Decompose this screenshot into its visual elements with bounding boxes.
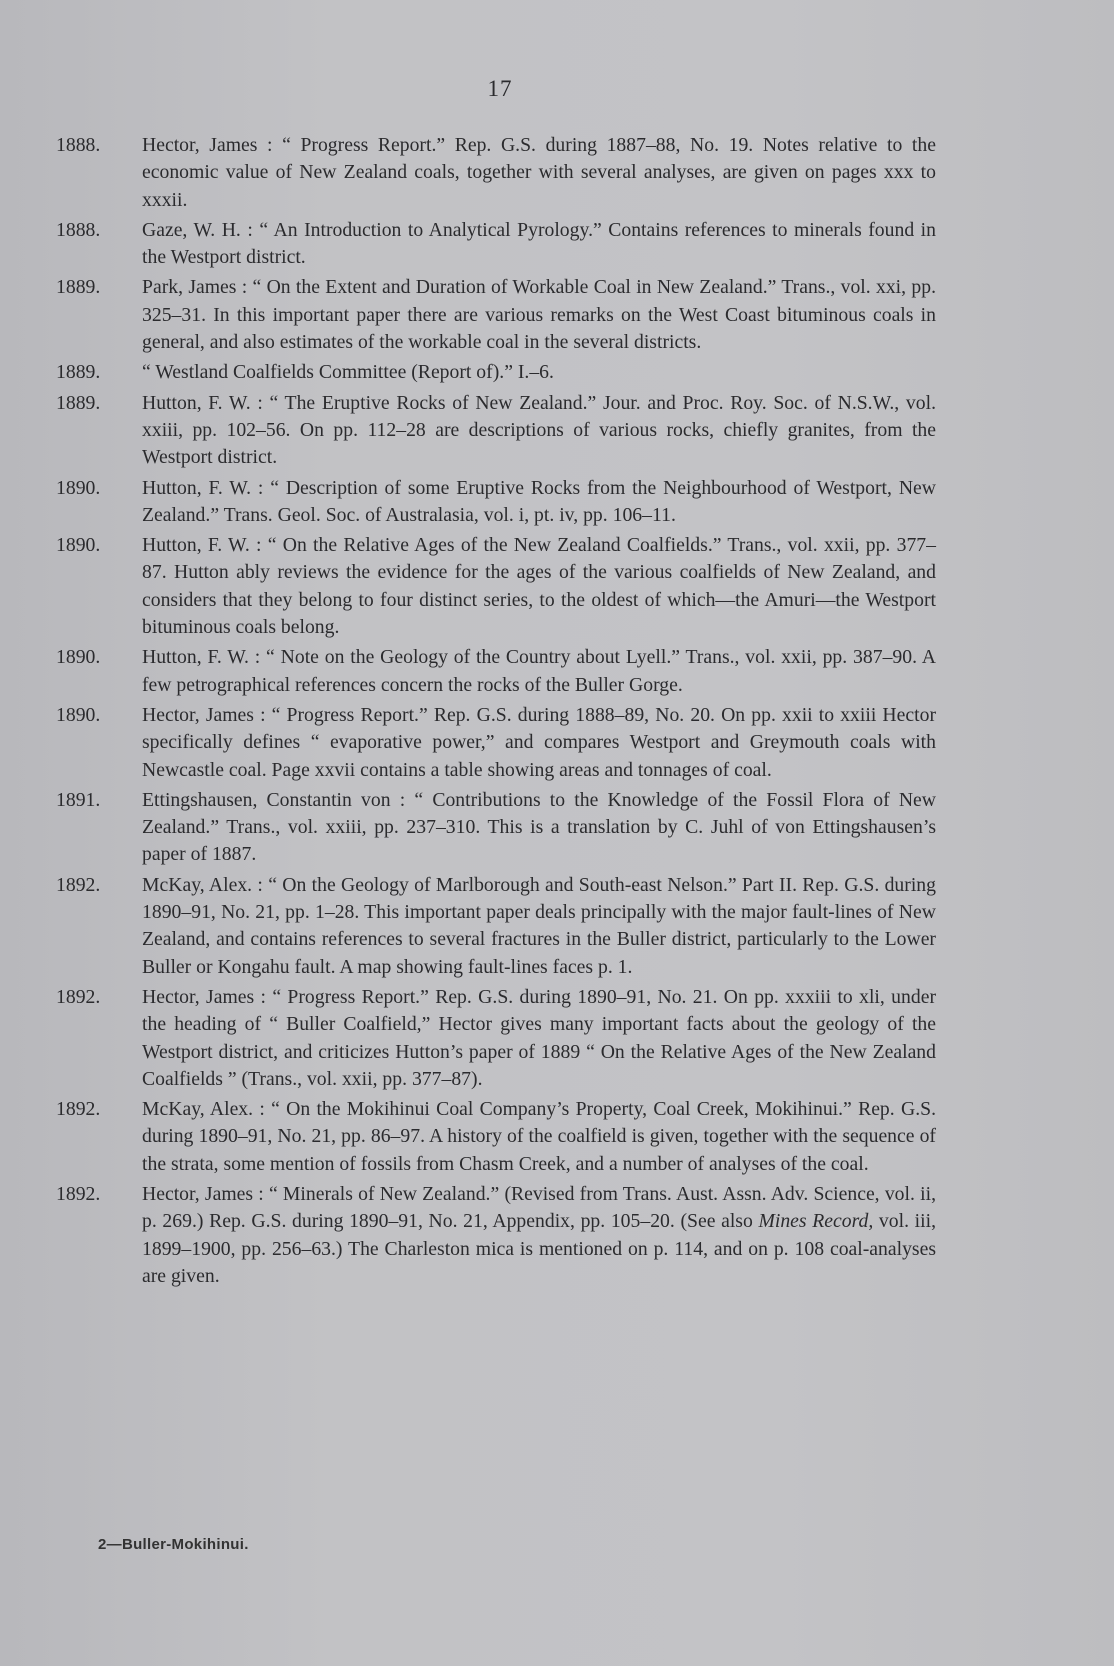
bibliography-entry [56,475,936,530]
bibliography-entry [56,1181,936,1290]
entry-year: 1892. [56,1182,101,1205]
entry-year: 1890. [56,703,101,726]
entry-text [142,1181,936,1290]
entry-year: 1888. [56,134,101,156]
bibliography-entry [56,217,936,272]
entry-text: Hutton, F. W. : “ On the Relative Ages of the New Zealand Coalfields.” Trans., vol. xxii, pp. 377–87. Hutton ably reviews the evidence for the ages of the various coalfields of New Zealand, and considers that they belong to four distinct series, to the oldest of which—the Amuri—the Westport bituminous coals belong. [142,534,936,639]
entry-text-part: vol. iii, 1899–1900, pp. 256–63.) The Charleston mica is mentioned on p. 114, and on p. 108 coal-analyses are given. [142,1210,936,1287]
entry-text: Hutton, F. W. : “ Note on the Geology of the Country about Lyell.” Trans., vol. xxii, pp. 387–90. A few petrographical references concern the rocks of the Buller Gorge. [142,646,936,696]
entry-year: 1889. [56,391,101,414]
entry-year: 1889. [56,276,101,299]
bibliography-entry [56,872,936,981]
entry-text: Hector, James : “ Progress Report.” Rep. G.S. during 1888–89, No. 20. On pp. xxii to xxiii Hector specifically defines “ evaporative power,” and compares Westport and Greymouth coals with Newcastle coal. Page xxvii contains a table showing areas and tonnages of coal. [142,703,936,781]
entry-year: 1892. [56,985,101,1008]
entry-text: Hector, James : “ Progress Report.” Rep. G.S. during 1887–88, No. 19. Notes relative to the economic value of New Zealand coals, together with several analyses, are given on pages xxx to xxxii. [142,134,936,211]
entry-text: Hector, James : “ Progress Report.” Rep. G.S. during 1890–91, No. 21. On pp. xxxiii to xli, under the heading of “ Buller Coalfield,” Hector gives many important facts about the geology of the Westport district, and criticizes Hutton’s paper of 1889 “ On the Relative Ages of the New Zealand Coalfields ” (Trans., vol. xxii, pp. 377–87). [142,985,936,1090]
entry-year: 1892. [56,1098,101,1121]
bibliography-entry [56,644,936,699]
bibliography-entry [56,532,936,641]
entry-text: Gaze, W. H. : “ An Introduction to Analytical Pyrology.” Contains references to minerals found in the Westport district. [142,218,936,269]
entry-text: Park, James : “ On the Extent and Duration of Workable Coal in New Zealand.” Trans., vol. xxi, pp. 325–31. In this important paper there are various remarks on the West Coast bituminous coals in general, and also estimates of the workable coal in the several districts. [142,276,936,354]
bibliography-list [56,132,936,1293]
entry-text: Ettingshausen, Constantin von : “ Contributions to the Knowledge of the Fossil Flora of New Zealand.” Trans., vol. xxiii, pp. 237–310. This is a translation by C. Juhl of von Ettingshausen’s paper of 1887. [142,788,936,866]
entry-year: 1891. [56,788,101,811]
signature-mark: 2—Buller-Mokihinui. [98,1536,249,1553]
bibliography-entry [56,787,936,869]
bibliography-entry [56,359,936,386]
entry-text: Hutton, F. W. : “ The Eruptive Rocks of New Zealand.” Jour. and Proc. Roy. Soc. of N.S.W., vol. xxiii, pp. 102–56. On pp. 112–28 are descriptions of various rocks, chiefly granites, from the Westport district. [142,391,936,469]
entry-year: 1890. [56,646,101,669]
bibliography-entry [56,1096,936,1178]
bibliography-entry [56,390,936,472]
journal-title-italic: Mines Record, [758,1210,874,1233]
entry-text: McKay, Alex. : “ On the Geology of Marlborough and South-east Nelson.” Part II. Rep. G.S. during 1890–91, No. 21, pp. 1–28. This important paper deals principally with the major fault-lines of New Zealand, and contains references to several fractures in the Buller district, particularly to the Lower Buller or Kongahu fault. A map showing fault-lines faces p. 1. [142,873,936,978]
entry-text: Hutton, F. W. : “ Description of some Eruptive Rocks from the Neighbourhood of Westport, New Zealand.” Trans. Geol. Soc. of Australasia, vol. i, pt. iv, pp. 106–11. [142,476,936,526]
entry-year: 1890. [56,476,101,499]
bibliography-entry [56,702,936,784]
bibliography-entry [56,984,936,1093]
entry-year: 1888. [56,218,101,241]
page-number: 17 [487,76,513,101]
bibliography-entry [56,274,936,356]
entry-text: “ Westland Coalfields Committee (Report of).” I.–6. [142,361,554,384]
entry-text: McKay, Alex. : “ On the Mokihinui Coal Company’s Property, Coal Creek, Mokihinui.” Rep. G.S. during 1890–91, No. 21, pp. 86–97. A history of the coalfield is given, together with the sequence of the strata, some mention of fossils from Chasm Creek, and a number of analyses of the coal. [142,1098,936,1175]
entry-year: 1890. [56,534,101,557]
bibliography-entry [56,132,936,214]
entry-year: 1889. [56,361,101,384]
entry-text-part: Hector, James : “ Minerals of New Zealand.” (Revised from Trans. Aust. Assn. Adv. Science, vol. ii, p. 269.) Rep. G.S. during 1890–91, No. 21, Appendix, pp. 105–20. (See also [142,1182,936,1233]
entry-year: 1892. [56,873,101,896]
